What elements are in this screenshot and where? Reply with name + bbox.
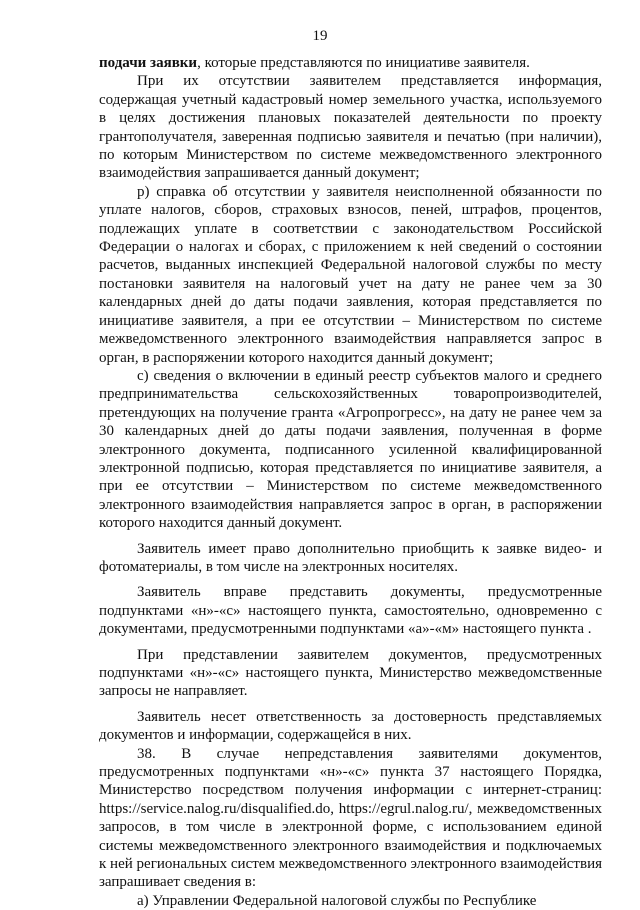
continuation-text: , которые представляются по инициативе заявителя. [197, 55, 530, 71]
paragraph-item-s: с) сведения о включении в единый реестр субъектов малого и среднего предпринимательства сельскохозяйственных товаропроизводителей, претендующих на получение гранта «Агропрогресс», на дату не ранее чем за 30 календарных дней до даты подачи заявления, полученная в форме электронного документа, подписанного усиленной квалифицированной электронной подписью, которая представляется по инициативе заявителя, а при ее отсутствии – Министерством по системе межведомственного электронного взаимодействия направляется запрос в орган, в распоряжении которого находится данный документ. [99, 367, 602, 532]
paragraph-responsibility: Заявитель несет ответственность за достоверность представляемых документов и информации, содержащейся в них. [99, 708, 602, 744]
paragraph-cadastral-info: При их отсутствии заявителем представляется информация, содержащая учетный кадастровый номер земельного участка, используемого в целях достижения плановых показателей деятельности по проекту грантополучателя, заверенная подписью заявителя и печатью (при наличии), по которым Министерством по системе межведомственного электронного взаимодействия запрашивается данный документ; [99, 73, 602, 182]
paragraph-continuation [99, 54, 602, 72]
document-body [99, 54, 602, 910]
paragraph-self-submit: Заявитель вправе представить документы, предусмотренные подпунктами «н»-«с» настоящего пункта, самостоятельно, одновременно с документами, предусмотренными подпунктами «а»-«м» настоящего пункта . [99, 584, 602, 638]
page-number: 19 [312, 28, 328, 44]
bold-phrase: подачи заявки [99, 55, 198, 71]
paragraph-media: Заявитель имеет право дополнительно приобщить к заявке видео- и фотоматериалы, в том числе на электронных носителях. [99, 540, 602, 575]
paragraph-item-a: а) Управлении Федеральной налоговой службы по Республике [137, 892, 537, 909]
paragraph-no-requests: При представлении заявителем документов, предусмотренных подпунктами «н»-«с» настоящего пункта, Министерство межведомственные запросы не направляет. [99, 646, 602, 700]
paragraph-38: 38. В случае непредставления заявителями документов, предусмотренных подпунктами «н»-«с» пункта 37 настоящего Порядка, Министерство посредством получения информации с интернет-страниц: https://service.nalog.ru/disqualified.do, https://egrul.nalog.ru/, межведомственных запросов, в том числе в электронной форме, с использованием единой системы межведомственного электронного взаимодействия и подключаемых к ней региональных систем межведомственного электронного взаимодействия запрашивает сведения в: [99, 745, 602, 891]
paragraph-item-r: р) справка об отсутствии у заявителя неисполненной обязанности по уплате налогов, сборов, страховых взносов, пеней, штрафов, процентов, подлежащих уплате в соответствии с законодательством Российской Федерации о налогах и сборах, с приложением к ней сведений о состоянии расчетов, выданных инспекцией Федеральной налоговой службы по месту постановки заявителя на налоговый учет на дату не ранее чем за 30 календарных дней до даты подачи заявления, которая представляется по инициативе заявителя, а при ее отсутствии – Министерством по системе межведомственного электронного взаимодействия направляется запрос в орган, в распоряжении которого находится данный документ; [99, 183, 602, 366]
